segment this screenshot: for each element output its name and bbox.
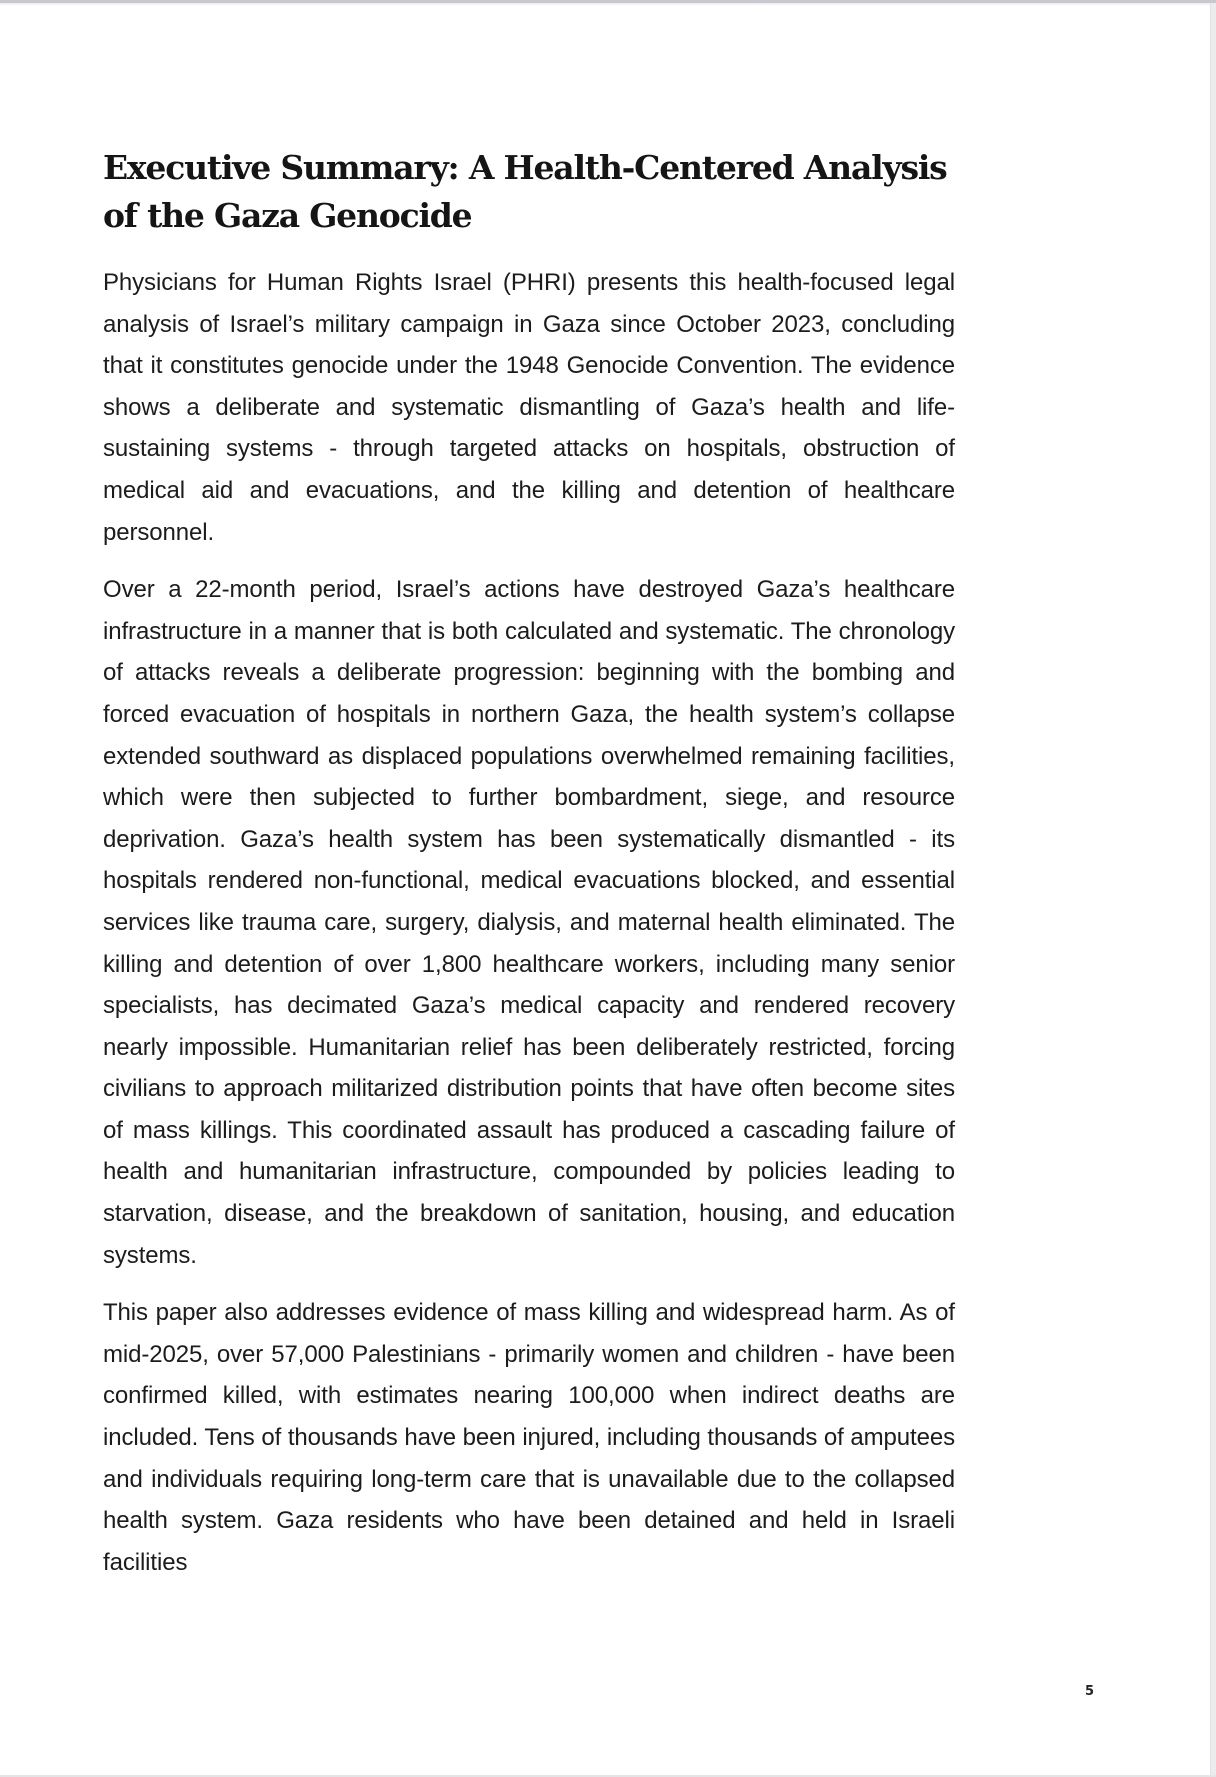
viewer-right-border: [1211, 3, 1216, 1777]
paragraph-healthcare-destruction: Over a 22-month period, Israel’s actions have destroyed Gaza’s healthcare infrastructure in a manner that is both calculated and systematic. The chronology of attacks reveals a deliberate progression: beginning with the bombing and forced evacuation of hospitals in northern Gaza, the health system’s collapse extended southward as displaced populations overwhelmed remaining facilities, which were then subjected to further bombardment, siege, and resource deprivation. Gaza’s health system has been systematically dismantled - its hospitals rendered non-functional, medical evacuations blocked, and essential services like trauma care, surgery, dialysis, and maternal health eliminated. The killing and detention of over 1,800 healthcare workers, including many senior specialists, has decimated Gaza’s medical capacity and rendered recovery nearly impossible. Humanitarian relief has been deliberately restricted, forcing civilians to approach militarized distribution points that have often become sites of mass killings. This coordinated assault has produced a cascading failure of health and humanitarian infrastructure, compounded by policies leading to starvation, disease, and the breakdown of sanitation, housing, and education systems.: [103, 576, 955, 1269]
page-number: 5: [1085, 1684, 1095, 1699]
document-page: [103, 144, 955, 1599]
page-title: Executive Summary: A Health-Centered Analysis of the Gaza Genocide: [103, 148, 947, 235]
paragraph-intro: Physicians for Human Rights Israel (PHRI) presents this health-focused legal analysis of Israel’s military campaign in Gaza since October 2023, concluding that it constitutes genocide under the 1948 Genocide Convention. The evidence shows a deliberate and systematic dismantling of Gaza’s health and life-sustaining systems - through targeted attacks on hospitals, obstruction of medical aid and evacuations, and the killing and detention of healthcare personnel.: [103, 269, 955, 546]
paragraph-mass-killing: This paper also addresses evidence of mass killing and widespread harm. As of mid-2025, over 57,000 Palestinians - primarily women and children - have been confirmed killed, with estimates nearing 100,000 when indirect deaths are included. Tens of thousands have been injured, including thousands of amputees and individuals requiring long-term care that is unavailable due to the collapsed health system. Gaza residents who have been detained and held in Israeli facilities: [103, 1299, 955, 1576]
viewer-top-shadow: [0, 3, 1216, 6]
